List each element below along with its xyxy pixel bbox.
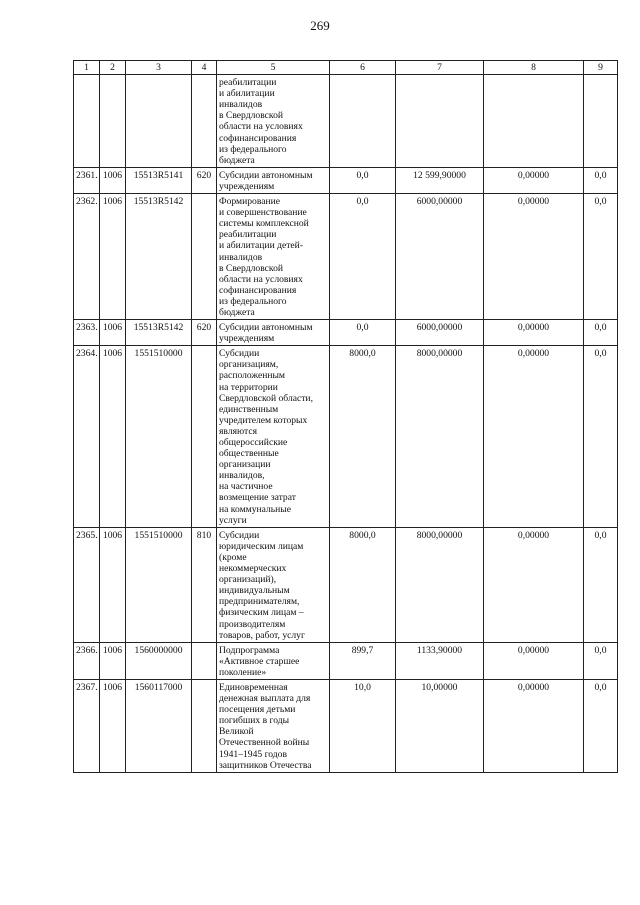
table-row bbox=[74, 75, 618, 168]
description-cell bbox=[217, 167, 330, 193]
description-cell bbox=[217, 346, 330, 528]
description-line: общественные bbox=[219, 448, 279, 460]
table-row bbox=[74, 167, 618, 193]
row-number-cell: 2367. bbox=[74, 679, 100, 772]
description-line: Формирование bbox=[219, 196, 281, 208]
amount-col9-cell: 0,0 bbox=[584, 320, 618, 346]
amount-col9-cell: 0,0 bbox=[584, 679, 618, 772]
description-line: и абилитации bbox=[219, 88, 275, 100]
expense-type-cell bbox=[192, 75, 217, 168]
description-line: «Активное старшее bbox=[219, 655, 300, 667]
description-line: реабилитации bbox=[219, 77, 277, 89]
amount-col7-cell: 12 599,90000 bbox=[396, 167, 484, 193]
section-code-cell: 1006 bbox=[100, 194, 126, 320]
row-number-cell: 2363. bbox=[74, 320, 100, 346]
description-line: единственным bbox=[219, 403, 279, 415]
description-line: общероссийские bbox=[219, 437, 288, 448]
amount-col7-cell: 10,00000 bbox=[396, 679, 484, 772]
row-number-cell: 2364. bbox=[74, 346, 100, 528]
table-body bbox=[74, 75, 618, 773]
table-row bbox=[74, 527, 618, 642]
description-line: Субсидии bbox=[219, 529, 260, 541]
description-cell bbox=[217, 75, 330, 168]
description-line: инвалидов bbox=[219, 251, 263, 263]
amount-col7-cell bbox=[396, 75, 484, 168]
amount-col9-cell bbox=[584, 75, 618, 168]
amount-col9-cell: 0,0 bbox=[584, 527, 618, 642]
section-code-cell: 1006 bbox=[100, 527, 126, 642]
amount-col6-cell: 0,0 bbox=[330, 167, 396, 193]
expense-type-cell bbox=[192, 194, 217, 320]
description-line: товаров, работ, услуг bbox=[219, 629, 305, 641]
column-header-8: 8 bbox=[484, 61, 584, 75]
expense-type-cell bbox=[192, 642, 217, 679]
description-cell bbox=[217, 194, 330, 320]
description-line: 1941–1945 годов bbox=[219, 748, 287, 760]
amount-col7-cell: 6000,00000 bbox=[396, 320, 484, 346]
budget-table bbox=[73, 60, 618, 773]
row-number-cell: 2361. bbox=[74, 167, 100, 193]
description-line: поколение» bbox=[219, 666, 267, 678]
amount-col7-cell: 6000,00000 bbox=[396, 194, 484, 320]
column-header-3: 3 bbox=[126, 61, 192, 75]
description-line: в Свердловской bbox=[219, 262, 284, 274]
description-line: некоммерческих bbox=[219, 563, 287, 575]
description-line: защитников Отечества bbox=[219, 759, 312, 771]
row-number-cell bbox=[74, 75, 100, 168]
amount-col9-cell: 0,0 bbox=[584, 194, 618, 320]
expense-type-cell bbox=[192, 679, 217, 772]
amount-col7-cell: 8000,00000 bbox=[396, 346, 484, 528]
amount-col8-cell bbox=[484, 75, 584, 168]
section-code-cell bbox=[100, 75, 126, 168]
description-cell bbox=[217, 527, 330, 642]
section-code-cell: 1006 bbox=[100, 167, 126, 193]
amount-col7-cell: 1133,90000 bbox=[396, 642, 484, 679]
description-line: софинансирования bbox=[219, 132, 297, 144]
description-line: Свердловской области, bbox=[219, 392, 313, 404]
column-header-2: 2 bbox=[100, 61, 126, 75]
description-line: области на условиях bbox=[219, 121, 303, 133]
description-line: возмещение затрат bbox=[219, 492, 296, 504]
amount-col9-cell: 0,0 bbox=[584, 642, 618, 679]
description-line: учредителем которых bbox=[219, 414, 308, 426]
table-row bbox=[74, 320, 618, 346]
description-line: бюджета bbox=[219, 306, 255, 318]
description-line: предпринимателям, bbox=[219, 596, 300, 608]
expense-type-cell: 620 bbox=[192, 320, 217, 346]
amount-col6-cell: 899,7 bbox=[330, 642, 396, 679]
description-line: индивидуальным bbox=[219, 585, 290, 597]
description-line: учреждениям bbox=[219, 333, 275, 345]
row-number-cell: 2366. bbox=[74, 642, 100, 679]
target-article-cell: 1551510000 bbox=[126, 346, 192, 528]
amount-col9-cell: 0,0 bbox=[584, 346, 618, 528]
target-article-cell: 1551510000 bbox=[126, 527, 192, 642]
description-cell bbox=[217, 642, 330, 679]
description-line: денежная выплата для bbox=[219, 693, 311, 705]
description-line: из федерального bbox=[219, 295, 287, 307]
description-line: физическим лицам – bbox=[219, 607, 304, 619]
amount-col8-cell: 0,00000 bbox=[484, 167, 584, 193]
description-line: организациям, bbox=[219, 359, 279, 371]
description-line: посещения детьми bbox=[219, 704, 296, 716]
amount-col8-cell: 0,00000 bbox=[484, 642, 584, 679]
description-line: расположенным bbox=[219, 370, 286, 382]
description-line: на коммунальные bbox=[219, 503, 291, 515]
column-header-4: 4 bbox=[192, 61, 217, 75]
description-line: учреждениям bbox=[219, 180, 275, 192]
column-header-5: 5 bbox=[217, 61, 330, 75]
description-line: юридическим лицам bbox=[219, 540, 304, 552]
amount-col6-cell: 8000,0 bbox=[330, 527, 396, 642]
amount-col6-cell: 10,0 bbox=[330, 679, 396, 772]
description-line: из федерального bbox=[219, 143, 287, 155]
target-article-cell bbox=[126, 75, 192, 168]
description-line: Субсидии автономным bbox=[219, 322, 313, 334]
description-line: (кроме bbox=[219, 551, 247, 563]
section-code-cell: 1006 bbox=[100, 320, 126, 346]
description-line: Великой bbox=[219, 726, 254, 738]
amount-col8-cell: 0,00000 bbox=[484, 679, 584, 772]
description-line: области на условиях bbox=[219, 273, 303, 285]
description-line: Отечественной войны bbox=[219, 737, 310, 749]
table-row bbox=[74, 194, 618, 320]
description-line: инвалидов, bbox=[219, 470, 265, 482]
amount-col6-cell bbox=[330, 75, 396, 168]
description-line: Субсидии bbox=[219, 348, 260, 360]
description-line: производителям bbox=[219, 618, 286, 630]
expense-type-cell: 620 bbox=[192, 167, 217, 193]
description-line: погибших в годы bbox=[219, 715, 290, 727]
description-line: Единовременная bbox=[219, 681, 288, 693]
amount-col7-cell: 8000,00000 bbox=[396, 527, 484, 642]
description-line: организаций), bbox=[219, 574, 277, 586]
description-line: Субсидии автономным bbox=[219, 169, 313, 181]
expense-type-cell bbox=[192, 346, 217, 528]
description-line: системы комплексной bbox=[219, 218, 309, 230]
description-line: реабилитации bbox=[219, 229, 277, 241]
target-article-cell: 15513R5142 bbox=[126, 194, 192, 320]
description-line: являются bbox=[219, 425, 258, 437]
table-row bbox=[74, 346, 618, 528]
description-line: инвалидов bbox=[219, 99, 263, 111]
target-article-cell: 15513R5141 bbox=[126, 167, 192, 193]
column-header-7: 7 bbox=[396, 61, 484, 75]
amount-col6-cell: 0,0 bbox=[330, 194, 396, 320]
target-article-cell: 1560117000 bbox=[126, 679, 192, 772]
table-row bbox=[74, 642, 618, 679]
description-cell bbox=[217, 320, 330, 346]
description-line: на территории bbox=[219, 381, 278, 393]
description-line: и совершенствование bbox=[219, 207, 307, 219]
page-number: 269 bbox=[310, 18, 330, 33]
target-article-cell: 15513R5142 bbox=[126, 320, 192, 346]
description-line: организации bbox=[219, 459, 271, 471]
column-header-6: 6 bbox=[330, 61, 396, 75]
amount-col6-cell: 8000,0 bbox=[330, 346, 396, 528]
description-line: услуги bbox=[219, 514, 247, 526]
section-code-cell: 1006 bbox=[100, 679, 126, 772]
amount-col9-cell: 0,0 bbox=[584, 167, 618, 193]
description-cell bbox=[217, 679, 330, 772]
table-header-row bbox=[74, 61, 618, 75]
row-number-cell: 2362. bbox=[74, 194, 100, 320]
column-header-9: 9 bbox=[584, 61, 618, 75]
description-line: и абилитации детей- bbox=[219, 240, 304, 252]
description-line: Подпрограмма bbox=[219, 644, 280, 656]
amount-col6-cell: 0,0 bbox=[330, 320, 396, 346]
expense-type-cell: 810 bbox=[192, 527, 217, 642]
description-line: бюджета bbox=[219, 154, 255, 166]
description-line: софинансирования bbox=[219, 284, 297, 296]
target-article-cell: 1560000000 bbox=[126, 642, 192, 679]
description-line: на частичное bbox=[219, 481, 273, 493]
section-code-cell: 1006 bbox=[100, 346, 126, 528]
amount-col8-cell: 0,00000 bbox=[484, 320, 584, 346]
amount-col8-cell: 0,00000 bbox=[484, 346, 584, 528]
section-code-cell: 1006 bbox=[100, 642, 126, 679]
amount-col8-cell: 0,00000 bbox=[484, 527, 584, 642]
column-header-1: 1 bbox=[74, 61, 100, 75]
table-row bbox=[74, 679, 618, 772]
row-number-cell: 2365. bbox=[74, 527, 100, 642]
amount-col8-cell: 0,00000 bbox=[484, 194, 584, 320]
description-line: в Свердловской bbox=[219, 110, 284, 122]
